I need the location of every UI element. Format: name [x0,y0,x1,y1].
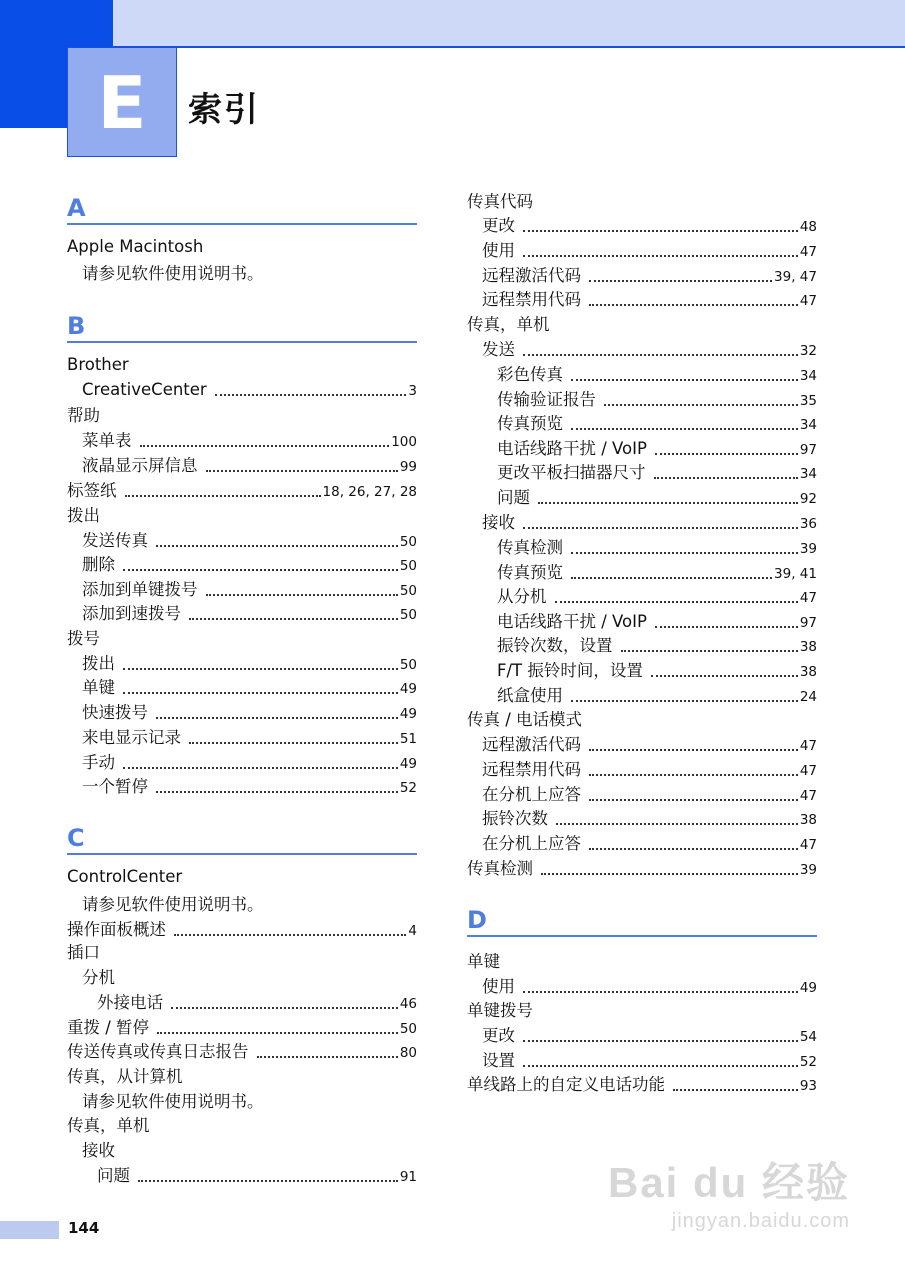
index-page-ref: 49 [399,706,417,722]
index-entry [82,529,417,553]
index-page-ref: 50 [399,1021,417,1037]
index-term: 添加到单键拨号 [82,580,198,599]
index-page-ref: 97 [799,442,817,458]
index-page-ref: 49 [399,681,417,697]
index-term: 标签纸 [67,481,117,500]
dot-leader [189,618,398,620]
index-term: 远程激活代码 [482,735,581,754]
dot-leader [571,428,798,430]
index-page-ref: 39, 41 [774,566,817,582]
index-term: 远程激活代码 [482,266,581,285]
dot-leader [589,304,798,306]
index-entry [482,288,817,312]
index-entry [82,262,417,286]
header-rule [113,46,905,48]
index-page-ref: 47 [799,244,817,260]
index-page-ref: 24 [799,689,817,705]
index-term: 单键 [82,678,115,697]
index-page-ref: 80 [399,1045,417,1061]
index-term: 重拨 / 暂停 [67,1018,150,1037]
dot-leader [589,749,798,751]
dot-leader [206,470,398,472]
index-term: 使用 [482,977,515,996]
section-heading-b: B [67,311,417,343]
index-page-ref: 35 [799,393,817,409]
index-entry [482,733,817,757]
index-page-ref: 100 [391,434,417,450]
dot-leader [140,445,390,447]
dot-leader [123,692,398,694]
index-term: 拨号 [67,629,100,648]
index-term: 传真检测 [497,538,563,557]
index-entry [482,783,817,807]
index-term: 请参见软件使用说明书。 [82,895,264,914]
dot-leader [604,404,798,406]
index-entry [67,918,417,942]
watermark-brand: Bai du 经验 [607,1159,850,1206]
index-term: 单线路上的自定义电话功能 [467,1075,665,1094]
index-term: 单键 [467,952,500,971]
index-entry [67,627,417,651]
dot-leader [215,394,407,396]
index-entry [482,807,817,831]
dot-leader [523,255,798,257]
index-page-ref: 39 [799,541,817,557]
index-entry [82,1090,417,1114]
index-entry [82,1139,417,1163]
chapter-title: 索引 [188,90,260,130]
index-page-ref: 47 [799,788,817,804]
index-entry [497,659,817,683]
dot-leader [523,1040,798,1042]
index-entry [497,561,817,585]
index-term: F/T 振铃时间，设置 [497,661,643,680]
index-page-ref: 50 [399,583,417,599]
index-term: 快速拨号 [82,703,148,722]
index-page-ref: 47 [799,590,817,606]
dot-leader [538,502,798,504]
index-term: 传真，从计算机 [67,1067,183,1086]
dot-leader [673,1089,798,1091]
index-term: 在分机上应答 [482,834,581,853]
index-page-ref: 49 [399,756,417,772]
index-entry [482,975,817,999]
index-entry [497,437,817,461]
index-entry [482,264,817,288]
section-heading-c: C [67,823,417,855]
index-entry [82,701,417,725]
index-entry [482,832,817,856]
index-term: 传送传真或传真日志报告 [67,1042,249,1061]
index-term: 纸盒使用 [497,686,563,705]
index-entry [67,404,417,428]
index-term: 问题 [97,1166,130,1185]
index-term: 添加到速拨号 [82,604,181,623]
index-term: 设置 [482,1051,515,1070]
dot-leader [189,742,398,744]
index-page-ref: 52 [399,780,417,796]
index-entry [67,353,417,377]
index-term: 删除 [82,555,115,574]
index-term: 彩色传真 [497,365,563,384]
index-page-ref: 46 [399,996,417,1012]
index-page-ref: 34 [799,368,817,384]
index-page-ref: 38 [799,664,817,680]
dot-leader [555,601,798,603]
index-page-ref: 36 [799,516,817,532]
dot-leader [206,594,398,596]
index-entry [82,553,417,577]
index-term: 使用 [482,241,515,260]
index-entry [82,726,417,750]
index-term: 接收 [82,1141,115,1160]
dot-leader [156,545,398,547]
index-term: 传真预览 [497,414,563,433]
dot-leader [523,230,798,232]
index-term: 拨出 [82,654,115,673]
dot-leader [174,934,406,936]
index-entry [82,429,417,453]
index-term: 传真代码 [467,192,533,211]
dot-leader [523,1065,798,1067]
dot-leader [156,791,398,793]
dot-leader [651,675,798,677]
index-entry [67,941,417,965]
index-entry [82,578,417,602]
dot-leader [589,848,798,850]
index-term: 手动 [82,753,115,772]
index-page-ref: 92 [799,491,817,507]
index-term: 远程禁用代码 [482,290,581,309]
index-entry [67,1040,417,1064]
index-page-ref: 50 [399,607,417,623]
index-page-ref: 49 [799,980,817,996]
index-term: 来电显示记录 [82,728,181,747]
dot-leader [589,280,772,282]
index-page-ref: 47 [799,763,817,779]
index-entry [467,313,817,337]
dot-leader [171,1007,398,1009]
dot-leader [523,527,798,529]
index-entry [82,602,417,626]
index-term: 传真，单机 [467,315,550,334]
index-entry [482,338,817,362]
section-heading-a: A [67,193,417,225]
index-term: Apple Macintosh [67,237,204,256]
index-page-ref: 3 [408,383,417,399]
index-page-ref: 34 [799,466,817,482]
index-entry [67,1016,417,1040]
index-entry [482,511,817,535]
index-page-ref: 91 [399,1169,417,1185]
dot-leader [589,799,798,801]
index-page-ref: 50 [399,657,417,673]
index-page-ref: 38 [799,812,817,828]
index-entry [82,378,417,402]
index-page-ref: 99 [399,459,417,475]
index-entry [67,235,417,259]
dot-leader [138,1180,398,1182]
index-page-ref: 50 [399,534,417,550]
index-page-ref: 97 [799,615,817,631]
dot-leader [123,569,398,571]
index-page-ref: 18, 26, 27, 28 [322,484,417,500]
index-entry [82,751,417,775]
index-term: 在分机上应答 [482,785,581,804]
index-entry [67,865,417,889]
index-term: 电话线路干扰 / VoIP [497,612,647,631]
index-entry [467,1073,817,1097]
index-entry [82,775,417,799]
index-entry [467,708,817,732]
dot-leader [655,626,798,628]
index-term: 单键拨号 [467,1001,533,1020]
index-term: 操作面板概述 [67,920,166,939]
index-term: 远程禁用代码 [482,760,581,779]
index-term: Brother [67,355,129,374]
index-entry [82,652,417,676]
index-term: 传真 / 电话模式 [467,710,583,729]
watermark [608,1150,850,1233]
dot-leader [123,668,398,670]
index-term: 请参见软件使用说明书。 [82,264,264,283]
index-term: 发送 [482,340,515,359]
index-page-ref: 47 [799,293,817,309]
header-band [113,0,905,47]
dot-leader [655,453,798,455]
dot-leader [621,650,798,652]
index-entry [97,1164,417,1188]
index-page-ref: 51 [399,731,417,747]
index-term: 更改 [482,216,515,235]
dot-leader [556,823,798,825]
dot-leader [654,477,798,479]
index-page-ref: 4 [408,923,417,939]
index-entry [497,684,817,708]
index-page-ref: 39 [799,862,817,878]
index-term: 外接电话 [97,993,163,1012]
index-entry [67,504,417,528]
dot-leader [571,700,798,702]
index-term: 从分机 [497,587,547,606]
index-page-ref: 48 [799,219,817,235]
index-term: ControlCenter [67,867,183,886]
index-entry [482,214,817,238]
dot-leader [523,991,798,993]
index-entry [497,486,817,510]
index-entry [67,479,417,503]
dot-leader [589,774,798,776]
chapter-letter-box: E [67,47,177,157]
index-page-ref: 34 [799,417,817,433]
index-page-ref: 47 [799,738,817,754]
section-heading-d: D [467,905,817,937]
dot-leader [156,717,398,719]
index-term: 更改平板扫描器尺寸 [497,463,646,482]
index-page-ref: 32 [799,343,817,359]
dot-leader [571,577,772,579]
index-term: 一个暂停 [82,777,148,796]
index-term: 菜单表 [82,431,132,450]
index-entry [467,857,817,881]
index-term: 分机 [82,968,115,987]
dot-leader [571,379,798,381]
watermark-url: jingyan.baidu.com [671,1210,850,1232]
index-term: 拨出 [67,506,100,525]
dot-leader [523,354,798,356]
index-entry [497,388,817,412]
index-entry [82,454,417,478]
index-entry [497,412,817,436]
index-entry [482,1024,817,1048]
index-entry [82,893,417,917]
index-entry [82,966,417,990]
index-entry [67,1114,417,1138]
index-page-ref: 38 [799,639,817,655]
index-term: 传真检测 [467,859,533,878]
index-term: 问题 [497,488,530,507]
index-page-ref: 39, 47 [774,269,817,285]
index-page-ref: 47 [799,837,817,853]
index-page-ref: 93 [799,1078,817,1094]
index-entry [497,610,817,634]
index-entry [82,676,417,700]
index-term: 插口 [67,943,100,962]
dot-leader [125,495,321,497]
footer-bar [0,1221,59,1239]
index-term: 振铃次数，设置 [497,636,613,655]
index-entry [482,758,817,782]
index-term: 电话线路干扰 / VoIP [497,439,647,458]
index-term: 液晶显示屏信息 [82,456,198,475]
index-entry [497,634,817,658]
dot-leader [157,1032,398,1034]
index-page-ref: 54 [799,1029,817,1045]
index-entry [497,461,817,485]
index-page-ref: 50 [399,558,417,574]
index-term: 传输验证报告 [497,390,596,409]
index-entry [67,1065,417,1089]
index-term: 振铃次数 [482,809,548,828]
index-term: 请参见软件使用说明书。 [82,1092,264,1111]
page-number: 144 [68,1219,100,1237]
dot-leader [571,552,798,554]
index-term: CreativeCenter [82,380,207,399]
index-page-ref: 52 [799,1054,817,1070]
index-entry [497,585,817,609]
index-entry [97,991,417,1015]
index-entry [482,1049,817,1073]
dot-leader [257,1056,398,1058]
index-term: 帮助 [67,406,100,425]
dot-leader [541,873,798,875]
index-entry [482,239,817,263]
index-entry [467,950,817,974]
index-term: 更改 [482,1026,515,1045]
index-entry [467,190,817,214]
index-entry [497,363,817,387]
index-term: 传真预览 [497,563,563,582]
index-entry [497,536,817,560]
index-term: 发送传真 [82,531,148,550]
index-term: 接收 [482,513,515,532]
index-term: 传真，单机 [67,1116,150,1135]
dot-leader [123,767,398,769]
index-entry [467,999,817,1023]
